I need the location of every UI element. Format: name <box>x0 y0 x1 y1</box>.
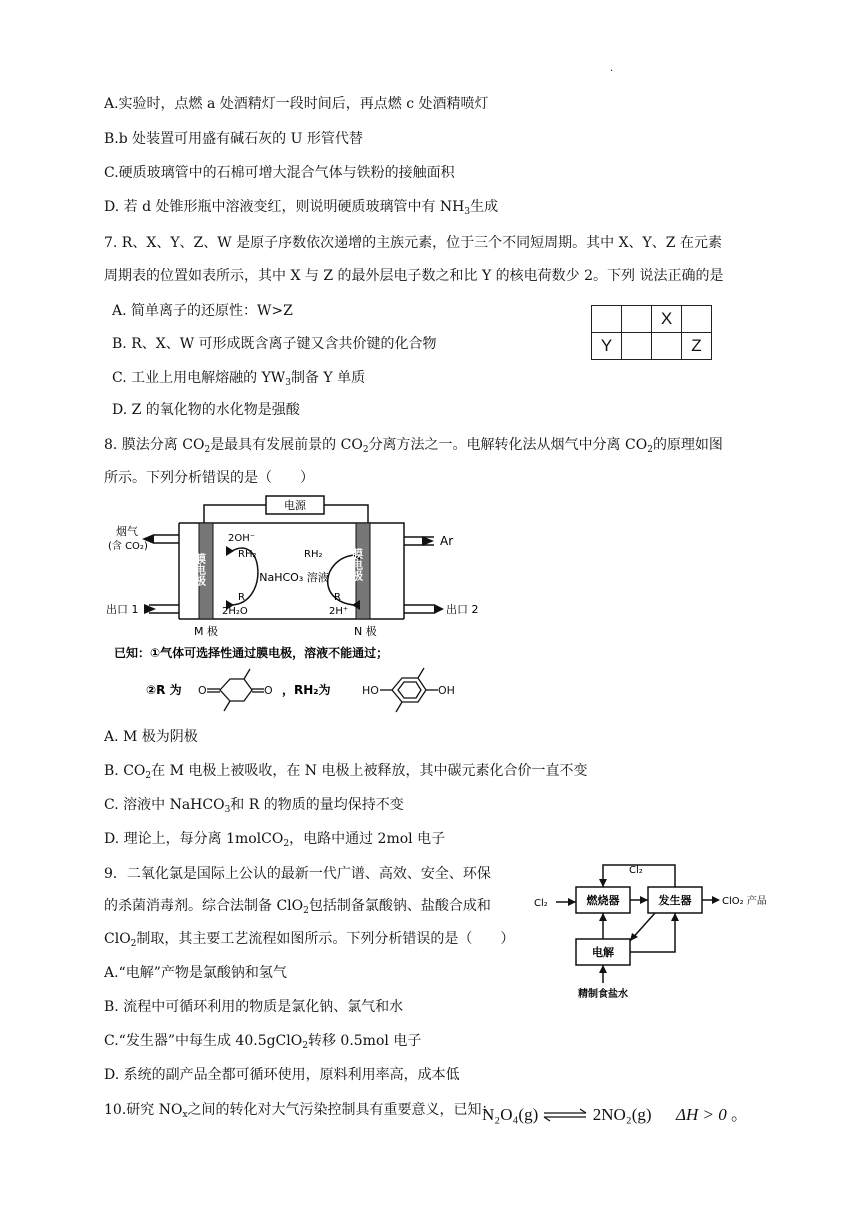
q9-option-d: D. 系统的副产品全都可循环使用，原料利用率高，成本低 <box>104 1067 460 1083</box>
outlet-1-label: 出口 1 <box>106 603 139 616</box>
pt-cell <box>622 333 652 360</box>
equilibrium-arrow-icon <box>542 1106 588 1126</box>
svg-text:O: O <box>264 684 273 697</box>
cl2-top-label: Cl₂ <box>629 865 643 876</box>
svg-text:O: O <box>198 684 207 697</box>
svg-text:HO: HO <box>362 684 379 697</box>
quinone-structure <box>198 669 273 711</box>
r-right-label: R <box>334 592 341 603</box>
q7-stem-line2: 周期表的位置如表所示，其中 X 与 Z 的最外层电子数之和比 Y 的核电荷数少 2。下列 说法正确的是 <box>104 268 724 284</box>
eq-end: 。 <box>731 1105 749 1124</box>
outlet-2-label: 出口 2 <box>446 603 479 616</box>
solution-label: NaHCO₃ 溶液 <box>259 571 329 584</box>
eq-delta-h: ΔH > 0 <box>676 1105 727 1124</box>
page-dot: · <box>610 66 614 77</box>
q9-stem-line2: 的杀菌消毒剂。综合法制备 ClO$_2$包括制备氯酸钠、盐酸合成和 <box>104 898 491 916</box>
q9-option-a: A.“电解”产物是氯酸钠和氢气 <box>104 965 287 981</box>
pt-cell-x: X <box>652 306 682 333</box>
equilibrium-equation <box>482 1100 748 1126</box>
q6-option-d: D. 若 d 处锥形瓶中溶液变红，则说明硬质玻璃管中有 $NH_3$生成 <box>104 199 499 217</box>
q7-stem-line1: 7. R、X、Y、Z、W 是原子序数依次递增的主族元素，位于三个不同短周期。其中 X、Y、Z 在元素 <box>104 235 722 251</box>
generator-label: 发生器 <box>658 894 692 907</box>
q7-option-c: C. 工业上用电解熔融的 $YW_3$制备 Y 单质 <box>112 370 366 388</box>
q7-option-b: B. R、X、W 可形成既含离子键又含共价键的化合物 <box>112 336 437 352</box>
q6-option-c: C.硬质玻璃管中的石棉可增大混合气体与铁粉的接触面积 <box>104 165 455 181</box>
r-left-label: R <box>238 592 245 603</box>
brine-label: 精制食盐水 <box>578 989 628 1000</box>
pt-cell-z: Z <box>682 333 712 360</box>
q8-option-d: D. 理论上，每分离 1molCO$_2$，电路中通过 2mol 电子 <box>104 831 446 849</box>
known-line2a: ②R 为 <box>146 683 182 697</box>
known-line1: 已知：①气体可选择性通过膜电极，溶液不能通过； <box>114 646 389 660</box>
svg-text:OH: OH <box>438 684 455 697</box>
q6-option-b: B.b 处装置可用盛有碱石灰的 U 形管代替 <box>104 131 363 147</box>
q8-option-c: C. 溶液中 NaHCO$_3$和 R 的物质的量均保持不变 <box>104 797 404 815</box>
cl2-in-label: Cl₂ <box>534 898 548 909</box>
membrane-electrolysis-diagram <box>104 493 479 715</box>
pt-cell <box>622 306 652 333</box>
q10-stem: 10.研究 $NO_x$之间的转化对大气污染控制具有重要意义，已知： <box>104 1102 496 1120</box>
ar-label: Ar <box>440 534 454 548</box>
flue-gas-co2-label: (含 CO₂) <box>108 541 148 552</box>
pt-cell <box>652 333 682 360</box>
q9-stem-line1: 9．二氧化氯是国际上公认的最新一代广谱、高效、安全、环保 <box>104 866 491 882</box>
pt-cell <box>592 306 622 333</box>
eq-left: N₂O₄(g) <box>482 1105 539 1124</box>
q7-option-a: A. 简单离子的还原性：W>Z <box>112 303 293 319</box>
q8-stem-line1: 8. 膜法分离 $CO_2$是最具有发展前景的 $CO_2$分离方法之一。电解转化法从烟气中分离 $CO_2$的原理如图 <box>104 437 723 455</box>
rh2-right-label: RH₂ <box>304 549 323 560</box>
h2o-label: 2H₂O <box>222 606 248 617</box>
flue-gas-label: 烟气 <box>116 525 138 538</box>
q9-option-c: C.“发生器”中每生成 40.5gClO$_2$转移 0.5mol 电子 <box>104 1033 422 1051</box>
q8-option-b: B. $CO_2$在 M 电极上被吸收，在 N 电极上被释放，其中碳元素化合价一直不变 <box>104 763 588 781</box>
q8-option-a: A. M 极为阴极 <box>104 729 198 745</box>
q9-stem-line3: ClO$_2$制取，其主要工艺流程如图所示。下列分析错误的是（ ） <box>104 931 515 949</box>
periodic-table-fragment <box>591 305 712 360</box>
known-line2b: ，RH₂为 <box>282 683 331 697</box>
membrane-n-label: 膜电极 <box>350 548 364 581</box>
power-label: 电源 <box>284 499 306 512</box>
rh2-left-label: RH₂ <box>238 549 257 560</box>
pt-cell-y: Y <box>592 333 622 360</box>
n-electrode-label: N 极 <box>354 625 377 638</box>
oh-label: 2OH⁻ <box>228 533 256 544</box>
membrane-m-label: 膜电极 <box>193 553 207 586</box>
q9-option-b: B. 流程中可循环利用的物质是氯化钠、氯气和水 <box>104 999 404 1015</box>
hydroquinone-structure <box>362 668 455 712</box>
product-label: ClO₂ 产品 <box>722 896 767 907</box>
m-electrode-label: M 极 <box>194 625 218 638</box>
h-plus-label: 2H⁺ <box>329 606 349 617</box>
q6-option-a: A.实验时，点燃 a 处酒精灯一段时间后，再点燃 c 处酒精喷灯 <box>104 96 489 112</box>
clo2-flow-diagram <box>530 855 780 1005</box>
burner-label: 燃烧器 <box>586 894 620 907</box>
q7-option-d: D. Z 的氧化物的水化物是强酸 <box>112 402 300 418</box>
q8-stem-line2: 所示。下列分析错误的是（ ） <box>104 470 314 486</box>
eq-right: 2NO₂(g) <box>592 1105 652 1124</box>
electrolysis-label: 电解 <box>592 946 614 959</box>
pt-cell <box>682 306 712 333</box>
